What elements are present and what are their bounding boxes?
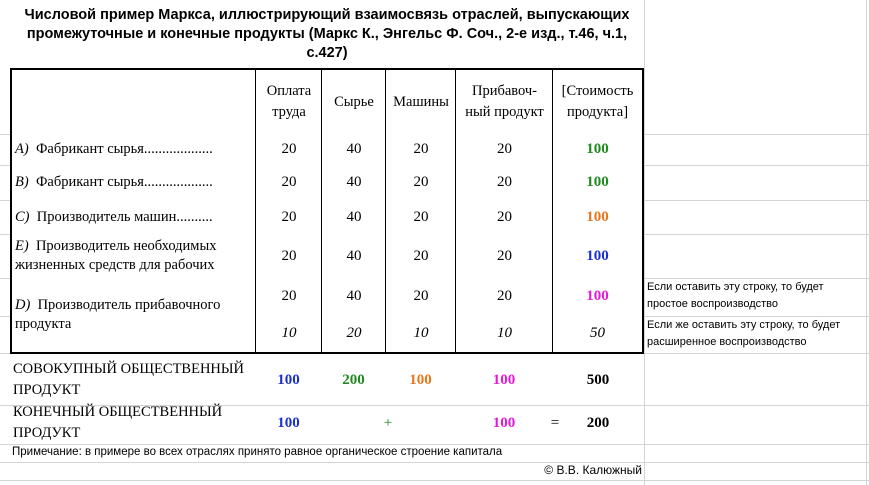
row-d-raw[interactable]: 40 <box>321 278 386 316</box>
header-machines[interactable]: Машины <box>385 68 456 135</box>
total-row-label[interactable]: СОВОКУПНЫЙ ОБЩЕСТВЕННЫЙ ПРОДУКТ <box>13 361 245 398</box>
final-surplus[interactable]: 100 <box>492 414 516 431</box>
table-title: Числовой пример Маркса, иллюстрирующий взаимосвязь отраслей, выпускающих промежуточные и конечные продукты (Маркс К., Энгельс Ф. Соч., 2-е изд., т.46, ч.1, с.427) <box>10 6 644 68</box>
header-raw-material[interactable]: Сырье <box>321 68 386 135</box>
row-b-machines[interactable]: 20 <box>385 165 456 201</box>
row-e-wages[interactable]: 20 <box>255 234 322 279</box>
row-a-surplus[interactable]: 20 <box>455 134 553 166</box>
final-plus-sign: + <box>383 414 393 431</box>
footnote[interactable]: Примечание: в примере во всех отраслях принято равное органическое строение капитала <box>12 446 503 458</box>
row-b-raw[interactable]: 40 <box>321 165 386 201</box>
row-c-wages[interactable]: 20 <box>255 200 322 235</box>
row-e-label[interactable]: E) Производитель необходимых жизненных средств для рабочих <box>10 234 256 279</box>
total-surplus[interactable]: 100 <box>492 371 516 388</box>
row-d-alt-machines[interactable]: 10 <box>385 315 456 354</box>
final-row-label[interactable]: КОНЕЧНЫЙ ОБЩЕСТВЕННЫЙ ПРОДУКТ <box>13 404 223 441</box>
row-d-alt-wages[interactable]: 10 <box>255 315 322 354</box>
row-b-label[interactable]: B) Фабрикант сырья................... <box>10 165 256 201</box>
note-extended-reproduction[interactable]: Если же оставить эту строку, то будет расширенное воспроизводство <box>647 319 841 348</box>
total-value[interactable]: 500 <box>586 371 610 388</box>
row-d-alt-value[interactable]: 50 <box>552 315 644 354</box>
row-d-wages[interactable]: 20 <box>255 278 322 316</box>
header-surplus-product[interactable]: Прибавоч-ный продукт <box>455 68 553 135</box>
row-a-value[interactable]: 100 <box>552 134 644 166</box>
row-d-machines[interactable]: 20 <box>385 278 456 316</box>
header-wages[interactable]: Оплата труда <box>255 68 322 135</box>
row-b-surplus[interactable]: 20 <box>455 165 553 201</box>
note-simple-reproduction[interactable]: Если оставить эту строку, то будет простое воспроизводство <box>647 281 824 310</box>
final-total[interactable]: 200 <box>586 414 610 431</box>
row-a-machines[interactable]: 20 <box>385 134 456 166</box>
row-e-machines[interactable]: 20 <box>385 234 456 279</box>
row-d-alt-surplus[interactable]: 10 <box>455 315 553 354</box>
row-b-wages[interactable]: 20 <box>255 165 322 201</box>
row-e-value[interactable]: 100 <box>552 234 644 279</box>
row-d-surplus[interactable]: 20 <box>455 278 553 316</box>
copyright: © В.В. Калюжный <box>544 463 642 477</box>
row-a-label[interactable]: A) Фабрикант сырья................... <box>10 134 256 166</box>
row-c-label[interactable]: C) Производитель машин.......... <box>10 200 256 235</box>
row-c-value[interactable]: 100 <box>552 200 644 235</box>
row-e-raw[interactable]: 40 <box>321 234 386 279</box>
row-d-value[interactable]: 100 <box>552 278 644 316</box>
total-wages[interactable]: 100 <box>277 371 300 388</box>
row-d-alt-raw[interactable]: 20 <box>321 315 386 354</box>
total-machines[interactable]: 100 <box>409 371 432 388</box>
final-equals-sign: = <box>550 414 560 431</box>
row-a-raw[interactable]: 40 <box>321 134 386 166</box>
row-c-machines[interactable]: 20 <box>385 200 456 235</box>
row-c-raw[interactable]: 40 <box>321 200 386 235</box>
row-a-wages[interactable]: 20 <box>255 134 322 166</box>
row-b-value[interactable]: 100 <box>552 165 644 201</box>
row-c-surplus[interactable]: 20 <box>455 200 553 235</box>
row-d-label[interactable]: D) Производитель прибавочного продукта <box>10 278 256 354</box>
header-product-value[interactable]: [Стоимость продукта] <box>552 68 644 135</box>
row-e-surplus[interactable]: 20 <box>455 234 553 279</box>
total-raw[interactable]: 200 <box>342 371 365 388</box>
header-empty-cell[interactable] <box>10 68 256 135</box>
final-wages[interactable]: 100 <box>277 414 300 431</box>
